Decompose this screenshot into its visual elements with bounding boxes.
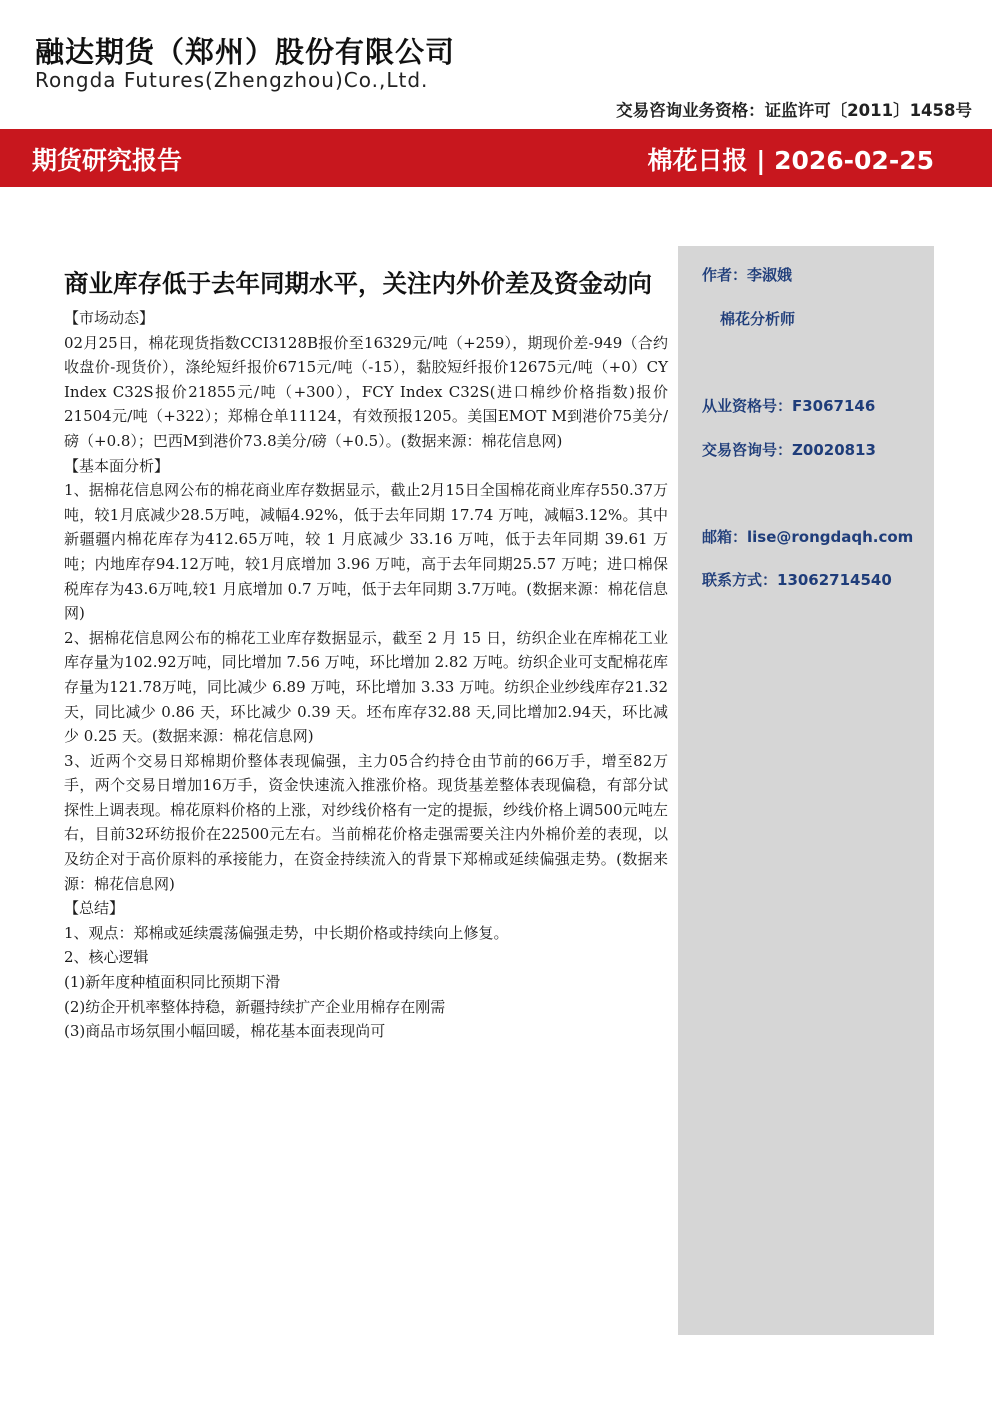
summary-line-2: 2、核心逻辑 — [64, 948, 149, 967]
qualification-line: 交易咨询业务资格：证监许可〔2011〕1458号 — [616, 101, 972, 120]
article-title: 商业库存低于去年同期水平，关注内外价差及资金动向 — [64, 269, 652, 298]
license-number: 从业资格号：F3067146 — [702, 397, 876, 415]
company-name-cn: 融达期货（郑州）股份有限公司 — [35, 35, 456, 69]
phone-number: 联系方式：13062714540 — [702, 571, 892, 589]
fundamental-paragraph-2: 2、据棉花信息网公布的棉花工业库存数据显示，截至 2 月 15 日，纺织企业在库棉花工业库存量为102.92万吨，同比增加 7.56 万吨，环比增加 2.82 万吨。纺织企业可支配棉花库存量为121.78万吨，同比减少 6.89 万吨，环比增加 3.33 万吨。纺织企业纱线库存21.32天，同比减少 0.86 天，环比减少 0.39 天。坯布库存32.88 天,同比增加2.94天，环比减少 0.25 天。(数据来源：棉花信息网) — [64, 628, 668, 746]
section-label-market: 【市场动态】 — [64, 309, 155, 327]
section-label-summary: 【总结】 — [64, 899, 125, 918]
fundamental-paragraph-1: 1、据棉花信息网公布的棉花商业库存数据显示，截止2月15日全国棉花商业库存550.37万吨，较1月底减少28.5万吨，减幅4.92%，低于去年同期 17.74 万吨，减幅3.12%。其中新疆疆内棉花库存为412.65万吨，较 1 月底减少 33.16 万吨，低于去年同期 39.61 万吨；内地库存94.12万吨，较1月底增加 3.96 万吨，高于去年同期25.57 万吨；进口棉保税库存为43.6万吨,较1 月底增加 0.7 万吨，低于去年同期 3.7万吨。(数据来源：棉花信息网) — [64, 481, 668, 623]
summary-line-1: 1、观点：郑棉或延续震荡偏强走势，中长期价格或持续向上修复。 — [64, 923, 509, 942]
email-address[interactable]: 邮箱：lise@rongdaqh.com — [702, 528, 914, 546]
summary-line-3: (1)新年度种植面积同比预期下滑 — [64, 973, 281, 992]
report-type: 期货研究报告 — [32, 146, 183, 175]
market-dynamics-text: 02月25日，棉花现货指数CCI3128B报价至16329元/吨（+259），期现价差-949（合约收盘价-现货价），涤纶短纤报价6715元/吨（-15），黏胶短纤报价12675元/吨（+0）CY Index C32S报价21855元/吨（+300），FCY Index C32S(进口棉纱价格指数)报价21504元/吨（+322）；郑棉仓单11124，有效预报1205。美国EMOT M到港价75美分/磅（+0.8）；巴西M到港价73.8美分/磅（+0.5）。(数据来源：棉花信息网) — [64, 333, 668, 450]
report-banner — [0, 129, 992, 187]
summary-line-5: (3)商品市场氛围小幅回暖，棉花基本面表现尚可 — [64, 1022, 386, 1041]
advisory-number: 交易咨询号：Z0020813 — [702, 441, 876, 459]
author-sidebar — [678, 246, 934, 1335]
section-label-fundamental: 【基本面分析】 — [64, 456, 170, 475]
company-name-en: Rongda Futures(Zhengzhou)Co.,Ltd. — [35, 68, 429, 92]
fundamental-paragraph-3: 3、近两个交易日郑棉期价整体表现偏强，主力05合约持仓由节前的66万手，增至82万手，两个交易日增加16万手，资金快速流入推涨价格。现货基差整体表现偏稳，有部分试探性上调表现。棉花原料价格的上涨，对纱线价格有一定的提振，纱线价格上调500元吨左右，目前32环纺报价在22500元左右。当前棉花价格走强需要关注内外棉价差的表现，以及纺企对于高价原料的承接能力，在资金持续流入的背景下郑棉或延续偏强走势。(数据来源：棉花信息网) — [64, 751, 668, 893]
author-name: 作者：李淑娥 — [702, 266, 793, 284]
main-content — [64, 262, 668, 1044]
author-role: 棉花分析师 — [720, 310, 796, 328]
report-title-date: 棉花日报 | 2026-02-25 — [647, 146, 934, 175]
summary-line-4: (2)纺企开机率整体持稳，新疆持续扩产企业用棉存在刚需 — [64, 997, 446, 1016]
